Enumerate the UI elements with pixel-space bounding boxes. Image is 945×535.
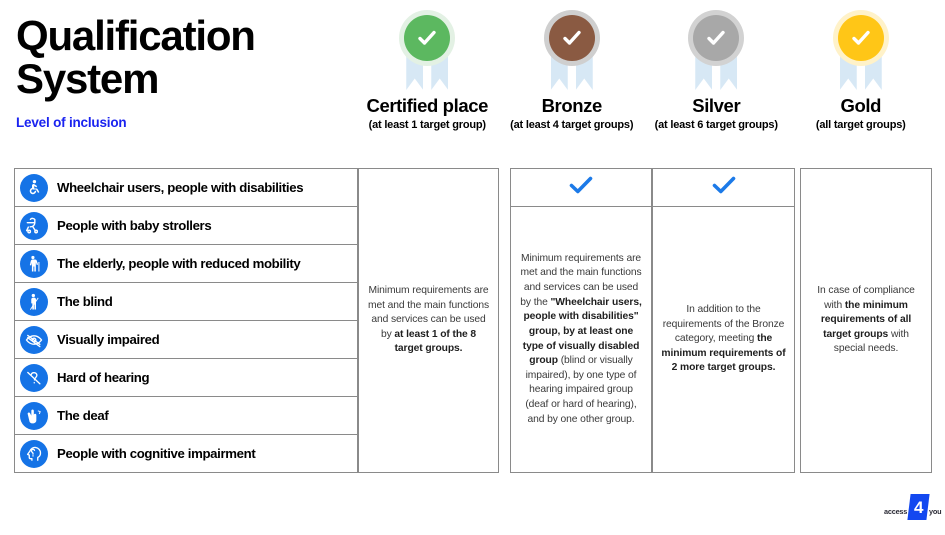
wheelchair-icon	[20, 174, 48, 202]
silver-description-cell	[653, 207, 794, 472]
target-group-column	[14, 168, 358, 473]
bronze-description: Minimum requirements are met and the main functions and services can be used by the "Wheelchair users, people with disabilities" group, by at least one type of visually disabled group (blind or visually impaired), by one type of hearing impaired group (deaf or hard of hearing), and by one other group.	[520, 252, 642, 425]
low-vision-icon	[20, 326, 48, 354]
blue-check-icon	[568, 174, 594, 201]
table-row	[15, 207, 357, 245]
level-requirement-certified: (at least 1 target group)	[368, 119, 486, 132]
table-row	[15, 283, 357, 321]
target-group-label: Hard of hearing	[57, 370, 150, 385]
table-row	[15, 321, 357, 359]
column-silver	[652, 168, 795, 473]
level-header-bronze	[500, 8, 645, 131]
cognitive-icon	[20, 440, 48, 468]
page-title	[16, 14, 346, 101]
medal-check-icon	[399, 10, 455, 66]
qualification-table	[14, 168, 932, 473]
logo-prefix: access	[884, 507, 908, 516]
level-name-gold: Gold	[840, 95, 882, 116]
title-block	[16, 14, 346, 130]
certified-description: Minimum requirements are met and the main functions and services can be used by at least 1 of the 8 target groups.	[367, 284, 490, 355]
medal-silver	[685, 8, 747, 90]
gold-description-cell	[801, 169, 931, 472]
logo-suffix: you	[929, 507, 942, 516]
access4you-logo	[884, 494, 944, 524]
target-group-label: The deaf	[57, 408, 109, 423]
blind-person-icon	[20, 288, 48, 316]
column-bronze	[510, 168, 652, 473]
level-requirement-silver: (at least 6 target groups)	[654, 119, 778, 132]
table-row	[15, 397, 357, 435]
medal-bronze	[541, 8, 603, 90]
blue-check-icon	[711, 174, 737, 201]
target-group-label: People with baby strollers	[57, 218, 212, 233]
level-header-gold	[789, 8, 934, 131]
level-name-silver: Silver	[692, 95, 741, 116]
gold-description: In case of compliance with the minimum requirements of all target groups with special needs.	[817, 284, 915, 355]
table-row	[15, 245, 357, 283]
target-group-label: Wheelchair users, people with disabilities	[57, 180, 304, 195]
target-group-label: People with cognitive impairment	[57, 446, 256, 461]
silver-description: In addition to the requirements of the Bronze category, meeting the minimum requirements of 2 more target groups.	[661, 303, 786, 374]
stroller-icon	[20, 212, 48, 240]
level-requirement-gold: (all target groups)	[815, 119, 906, 132]
level-header-silver	[644, 8, 789, 131]
medal-check-icon	[544, 10, 600, 66]
header	[0, 0, 945, 160]
target-group-label: The blind	[57, 294, 113, 309]
table-row	[15, 435, 357, 472]
hard-of-hearing-icon	[20, 364, 48, 392]
level-header-row	[355, 8, 933, 131]
page-title-line2: System	[16, 55, 159, 103]
logo-mark	[907, 494, 929, 520]
page-subtitle: Level of inclusion	[16, 114, 127, 130]
certified-description-cell	[359, 169, 498, 472]
medal-certified	[396, 8, 458, 90]
target-group-label: Visually impaired	[57, 332, 160, 347]
logo-mark-digit: 4	[913, 497, 924, 517]
bronze-description-cell	[511, 207, 651, 472]
table-row	[15, 359, 357, 397]
level-name-certified: Certified place	[366, 95, 488, 116]
table-row	[15, 169, 357, 207]
medal-check-icon	[688, 10, 744, 66]
level-name-bronze: Bronze	[541, 95, 602, 116]
silver-check-cell	[653, 169, 794, 207]
sign-language-icon	[20, 402, 48, 430]
page-title-line1: Qualification	[16, 12, 255, 59]
level-requirement-bronze: (at least 4 target groups)	[510, 119, 634, 132]
bronze-check-cell	[511, 169, 651, 207]
medal-check-icon	[833, 10, 889, 66]
level-header-certified	[355, 8, 500, 131]
medal-gold	[830, 8, 892, 90]
target-group-label: The elderly, people with reduced mobility	[57, 256, 301, 271]
elderly-cane-icon	[20, 250, 48, 278]
column-certified	[358, 168, 499, 473]
column-gold	[800, 168, 932, 473]
